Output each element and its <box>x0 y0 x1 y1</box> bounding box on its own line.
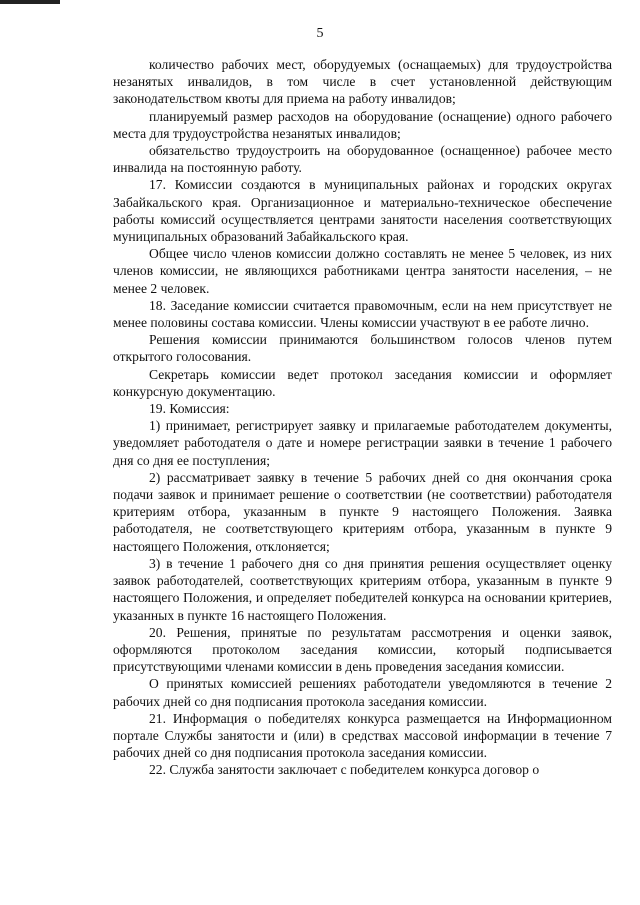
paragraph: 22. Служба занятости заключает с победителем конкурса договор о <box>149 762 540 778</box>
paragraph: 3) в течение 1 рабочего дня со дня принятия решения осуществляет оценку заявок работодателей, соответствующих критериям отбора, указанным в пункте 9 настоящего Положения, и определяет победителей конкурса на основании критериев, указанных в пункте 16 настоящего Положения. <box>113 555 612 623</box>
paragraph: планируемый размер расходов на оборудование (оснащение) одного рабочего места для трудоустройства незанятых инвалидов; <box>113 108 612 141</box>
paragraph: Общее число членов комиссии должно составлять не менее 5 человек, из них членов комиссии, не являющихся работниками центра занятости населения, – не менее 2 человек. <box>113 246 612 296</box>
paragraph: 2) рассматривает заявку в течение 5 рабочих дней со дня окончания срока подачи заявок и принимает решение о соответствии (не соответствии) работодателя критериям отбора, указанным в пункте 9 настоящего Положения. Заявка работодателя, не соответствующего критериям отбора, указанным в пункте 9 настоящего Положения, отклоняется; <box>113 469 612 554</box>
paragraph: 17. Комиссии создаются в муниципальных районах и городских округах Забайкальского края. Организационное и материально-техническое обеспечение работы комиссий осуществляется центрами занятости населения соответствующих муниципальных образований Забайкальского края. <box>113 177 612 245</box>
paragraph: 19. Комиссия: <box>149 401 230 417</box>
paragraph: Решения комиссии принимаются большинством голосов членов путем открытого голосования. <box>113 332 612 365</box>
paragraph: 21. Информация о победителях конкурса размещается на Информационном портале Службы занятости и (или) в средствах массовой информации в течение 7 рабочих дней со дня подписания протокола заседания комиссии. <box>113 710 612 761</box>
paragraph: 18. Заседание комиссии считается правомочным, если на нем присутствует не менее половины состава комиссии. Члены комиссии участвуют в ее работе лично. <box>113 297 612 331</box>
paragraph: обязательство трудоустроить на оборудованное (оснащенное) рабочее место инвалида на постоянную работу. <box>113 143 612 176</box>
scan-corner-mark <box>0 0 60 4</box>
paragraph: 20. Решения, принятые по результатам рассмотрения и оценки заявок, оформляются протоколом заседания комиссии, который подписывается присутствующими членами комиссии в день проведения заседания комиссии. <box>113 624 612 675</box>
paragraph: количество рабочих мест, оборудуемых (оснащаемых) для трудоустройства незанятых инвалидов, в том числе в счет установленной действующим законодательством квоты для приема на работу инвалидов; <box>113 57 612 107</box>
paragraph: О принятых комиссией решениях работодатели уведомляются в течение 2 рабочих дней со дня подписания протокола заседания комиссии. <box>113 676 612 709</box>
document-body <box>113 56 612 779</box>
page-number: 5 <box>316 26 324 41</box>
paragraph: Секретарь комиссии ведет протокол заседания комиссии и оформляет конкурсную документацию. <box>113 366 612 399</box>
paragraph: 1) принимает, регистрирует заявку и прилагаемые работодателем документы, уведомляет работодателя о дате и номере регистрации заявки в течение 1 рабочего дня со дня ее поступления; <box>113 418 612 468</box>
